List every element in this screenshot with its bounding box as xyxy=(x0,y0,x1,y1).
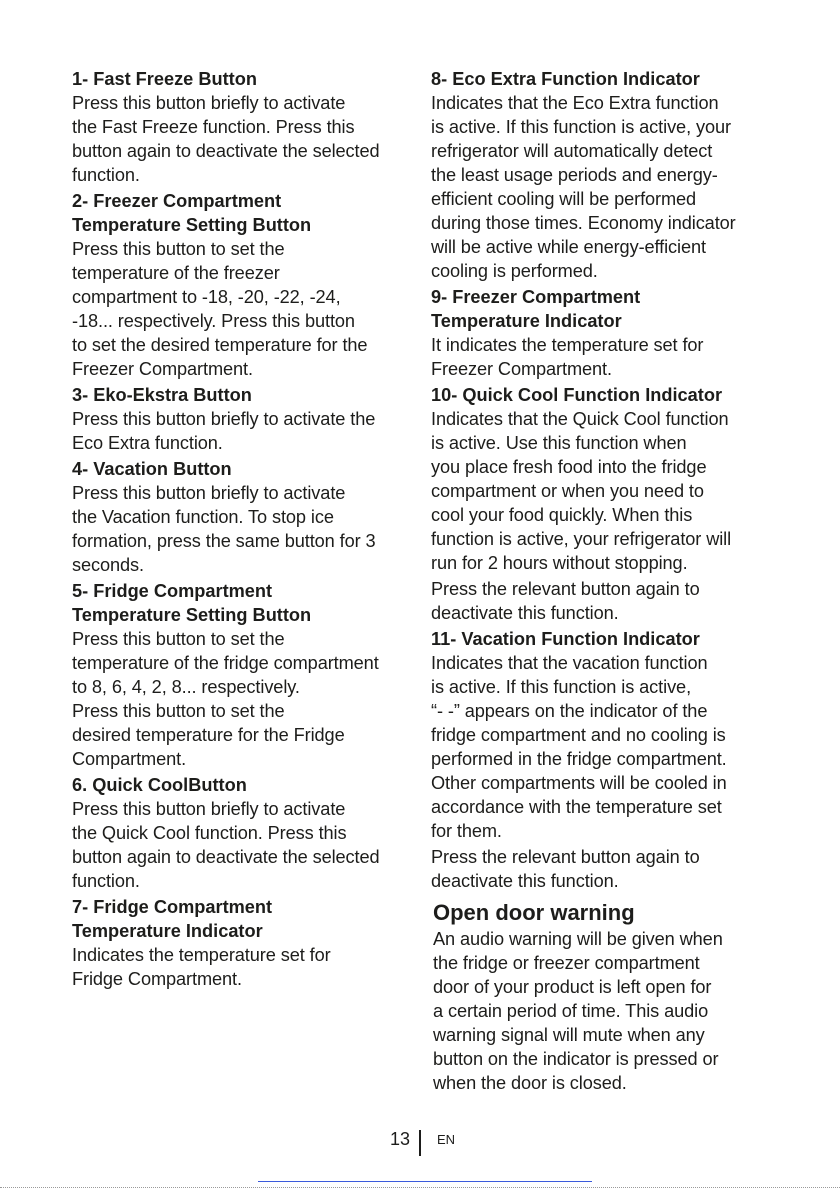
section-heading: 3- Eko-Ekstra Button xyxy=(72,385,252,405)
section-quick-cool-button xyxy=(72,773,414,893)
section-heading: 1- Fast Freeze Button xyxy=(72,69,257,89)
language-code: EN xyxy=(437,1132,456,1147)
section-heading: 10- Quick Cool Function Indicator xyxy=(431,385,723,405)
section-text: It indicates the temperature set for Freezer Compartment. xyxy=(431,335,704,379)
bottom-link-underline xyxy=(258,1181,592,1182)
section-text: Press the relevant button again to deactivate this function. xyxy=(431,579,700,623)
left-column xyxy=(72,67,414,993)
open-door-warning-heading: Open door warning xyxy=(433,900,635,925)
section-quick-cool-indicator xyxy=(431,383,771,625)
section-text: Press this button briefly to activate the Vacation function. To stop ice formation, press the same button for 3 seconds. xyxy=(72,483,376,575)
section-text: Indicates that the vacation function is active. If this function is active, “- -” appears on the indicator of the fridge compartment and no cooling is performed in the fridge compartment. Other compartments will be cooled in accordance with the temperature set for them. xyxy=(431,653,727,841)
right-column xyxy=(431,67,771,1097)
section-freezer-temperature-indicator xyxy=(431,285,771,381)
section-text: Indicates that the Quick Cool function is active. Use this function when you place fresh food into the fridge compartment or when you need to cool your food quickly. When this function is active, your refrigerator will run for 2 hours without stopping. xyxy=(431,409,732,573)
section-fridge-setting-button xyxy=(72,579,414,771)
section-eco-extra-indicator xyxy=(431,67,771,283)
section-heading: 2- Freezer Compartment Temperature Setting Button xyxy=(72,191,312,235)
section-heading: 9- Freezer Compartment Temperature Indicator xyxy=(431,287,641,331)
section-heading: 11- Vacation Function Indicator xyxy=(431,629,700,649)
page-number: 13 xyxy=(390,1129,411,1149)
section-text: Indicates that the Eco Extra function is active. If this function is active, your refrigerator will automatically detect the least usage periods and energy- efficient cooling will be performed during those times. Economy indicator will be active while energy-efficient cooling is performed. xyxy=(431,93,736,281)
section-text: Press this button briefly to activate the Eco Extra function. xyxy=(72,409,376,453)
section-heading: 6. Quick CoolButton xyxy=(72,775,247,795)
section-fast-freeze-button xyxy=(72,67,414,187)
section-vacation-button xyxy=(72,457,414,577)
section-text: Press this button to set the temperature of the freezer compartment to -18, -20, -22, -24, -18... respectively. Press this button to set the desired temperature for the Freezer Compartment. xyxy=(72,239,368,379)
section-text: Press this button briefly to activate the Fast Freeze function. Press this button again to deactivate the selected function. xyxy=(72,93,380,185)
section-heading: 4- Vacation Button xyxy=(72,459,232,479)
page-footer xyxy=(0,1126,840,1156)
section-freezer-setting-button xyxy=(72,189,414,381)
section-vacation-indicator xyxy=(431,627,771,893)
section-heading: 5- Fridge Compartment Temperature Setting Button xyxy=(72,581,312,625)
section-text: Press this button briefly to activate the Quick Cool function. Press this button again to deactivate the selected function. xyxy=(72,799,380,891)
section-eko-ekstra-button xyxy=(72,383,414,455)
section-fridge-temperature-indicator xyxy=(72,895,414,991)
section-text: Press the relevant button again to deactivate this function. xyxy=(431,847,700,891)
bottom-dotted-border xyxy=(0,1187,840,1192)
footer-divider xyxy=(419,1130,421,1156)
section-heading: 8- Eco Extra Function Indicator xyxy=(431,69,700,89)
section-text: Press this button to set the temperature of the fridge compartment to 8, 6, 4, 2, 8... respectively. Press this button to set the desired temperature for the Fridge Compartment. xyxy=(72,629,379,769)
open-door-warning-text: An audio warning will be given when the fridge or freezer compartment door of your product is left open for a certain period of time. This audio warning signal will mute when any button on the indicator is pressed or when the door is closed. xyxy=(433,929,723,1093)
section-text: Indicates the temperature set for Fridge Compartment. xyxy=(72,945,331,989)
section-open-door-warning xyxy=(431,899,771,1095)
section-heading: 7- Fridge Compartment Temperature Indicator xyxy=(72,897,273,941)
